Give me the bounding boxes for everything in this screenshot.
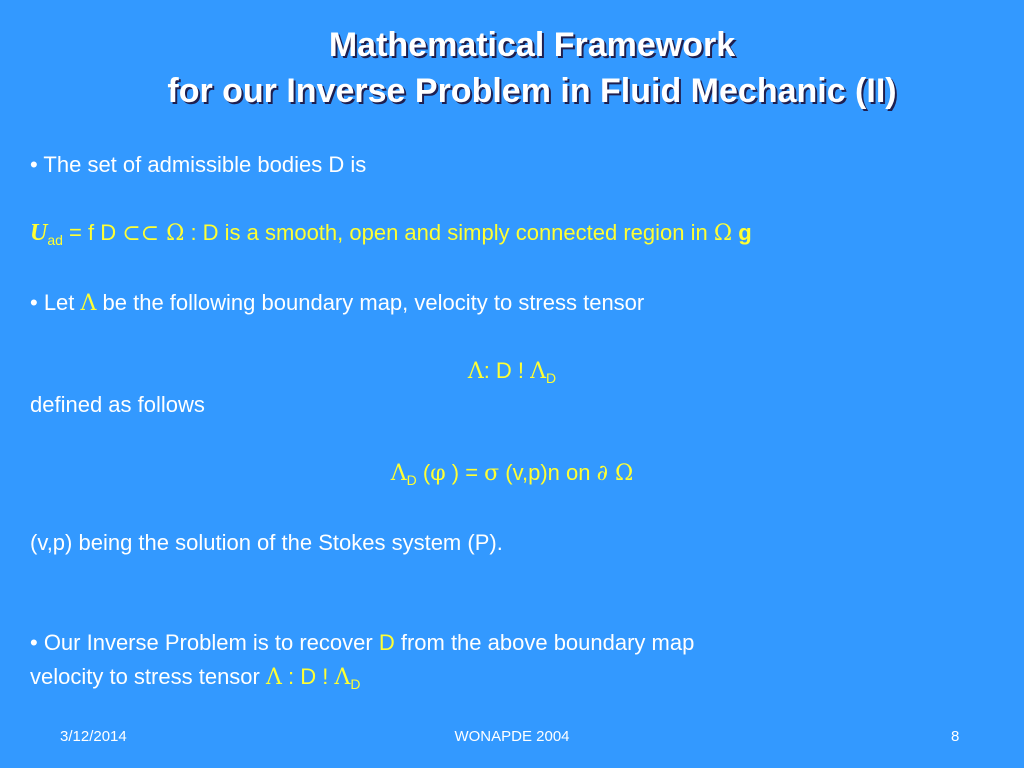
formula-lambda: Λ: [390, 461, 407, 486]
uad-description: : D is a smooth, open and simply connected region in: [184, 220, 714, 245]
footer-page-number: 8: [951, 728, 960, 745]
omega-symbol: Ω: [159, 221, 185, 246]
uad-equals: = f D: [62, 220, 123, 245]
formula-rest: (v,p)n on: [499, 460, 597, 485]
uad-subscript: ad: [47, 232, 63, 248]
inverse-line-2: [30, 664, 360, 692]
inverse-sub-d: D: [350, 676, 361, 692]
map-sub-d: D: [546, 370, 557, 386]
partial-symbol: ∂: [596, 461, 608, 486]
inverse-lambda: Λ: [265, 665, 282, 690]
inverse-d: D: [378, 630, 395, 655]
uad-symbol: U: [30, 220, 48, 246]
bullet-boundary-map: [30, 290, 644, 316]
uad-closing: g: [732, 220, 752, 245]
formula-close: ) =: [445, 460, 485, 485]
slide-title: [0, 22, 1024, 114]
sigma-symbol: σ: [484, 461, 500, 486]
map-lambda: Λ: [467, 359, 484, 384]
inverse-mid: : D !: [281, 664, 335, 689]
subset-symbol: ⊂⊂: [122, 221, 160, 246]
inverse-pre: • Our Inverse Problem is to recover: [30, 630, 379, 655]
title-line-2: for our Inverse Problem in Fluid Mechanic (II): [167, 72, 897, 110]
uad-definition: [30, 220, 752, 248]
map-mid: : D !: [483, 358, 531, 383]
footer-conference: WONAPDE 2004: [454, 728, 570, 745]
title-line-1: Mathematical Framework: [328, 26, 736, 64]
inverse-lambda-d: Λ: [334, 665, 351, 690]
inverse-line2-text: velocity to stress tensor: [30, 664, 266, 689]
footer-date: 3/12/2014: [60, 728, 127, 745]
map-lambda-d: Λ: [530, 359, 547, 384]
defined-as-follows: defined as follows: [30, 392, 205, 417]
map-formula: [0, 358, 1024, 386]
bullet-admissible-bodies: • The set of admissible bodies D is: [30, 152, 367, 177]
phi-symbol: φ: [430, 461, 446, 486]
bullet-boundary-text: be the following boundary map, velocity to stress tensor: [96, 290, 645, 315]
formula-open: (: [416, 460, 431, 485]
omega-symbol-2: Ω: [713, 221, 733, 246]
bullet-let: • Let: [30, 290, 81, 315]
bullet-inverse-problem: [30, 630, 694, 656]
formula-sub-d: D: [406, 472, 417, 488]
lambda-symbol: Λ: [80, 291, 97, 316]
inverse-post: from the above boundary map: [394, 630, 695, 655]
stress-formula: [0, 460, 1024, 488]
formula-omega: Ω: [608, 461, 634, 486]
stokes-solution-text: (v,p) being the solution of the Stokes system (P).: [30, 530, 503, 555]
